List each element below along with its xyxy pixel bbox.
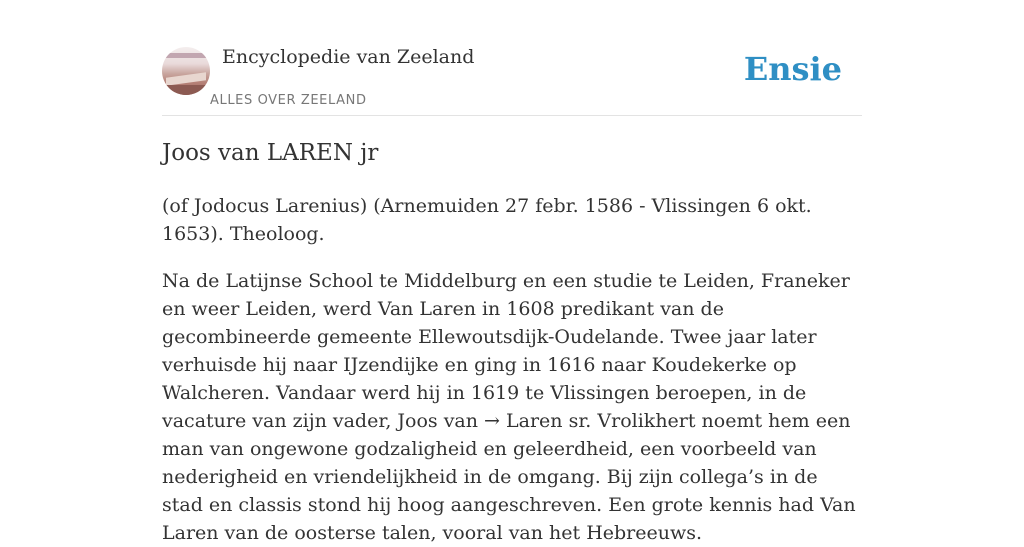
brand-logo[interactable]: Ensie (743, 50, 842, 88)
article-intro: (of Jodocus Larenius) (Arnemuiden 27 febr. 1586 - Vlissingen 6 okt. 1653). Theoloog. (162, 195, 812, 245)
article-title: Joos van LAREN jr (162, 140, 379, 166)
cross-reference-link[interactable]: Laren sr. (506, 410, 592, 432)
article-body (162, 267, 862, 547)
page-container (162, 0, 862, 544)
site-avatar[interactable] (162, 47, 210, 95)
site-header (162, 0, 862, 116)
article-body-text-after: Vrolikhert noemt hem een man van ongewone godzaligheid en geleerdheid, een voorbeeld van nederigheid en vriendelijkheid in de omgang. Bij zijn collega’s in de stad en classis stond hij hoog aangeschreven. Een grote kennis had Van Laren van de oosterse talen, vooral van het Hebreeuws. (162, 410, 856, 544)
site-tagline: ALLES OVER ZEELAND (210, 93, 367, 108)
article-body-text-before: Na de Latijnse School te Middelburg en een studie te Leiden, Franeker en weer Leiden, werd Van Laren in 1608 predikant van de gecombineerde gemeente Ellewoutsdijk-Oudelande. Twee jaar later verhuisde hij naar IJzendijke en ging in 1616 naar Koudekerke op Walcheren. Vandaar werd hij in 1619 te Vlissingen beroepen, in de vacature van zijn vader, Joos van (162, 270, 850, 432)
link-arrow-icon[interactable]: → (484, 410, 500, 432)
site-title[interactable]: Encyclopedie van Zeeland (222, 46, 475, 68)
